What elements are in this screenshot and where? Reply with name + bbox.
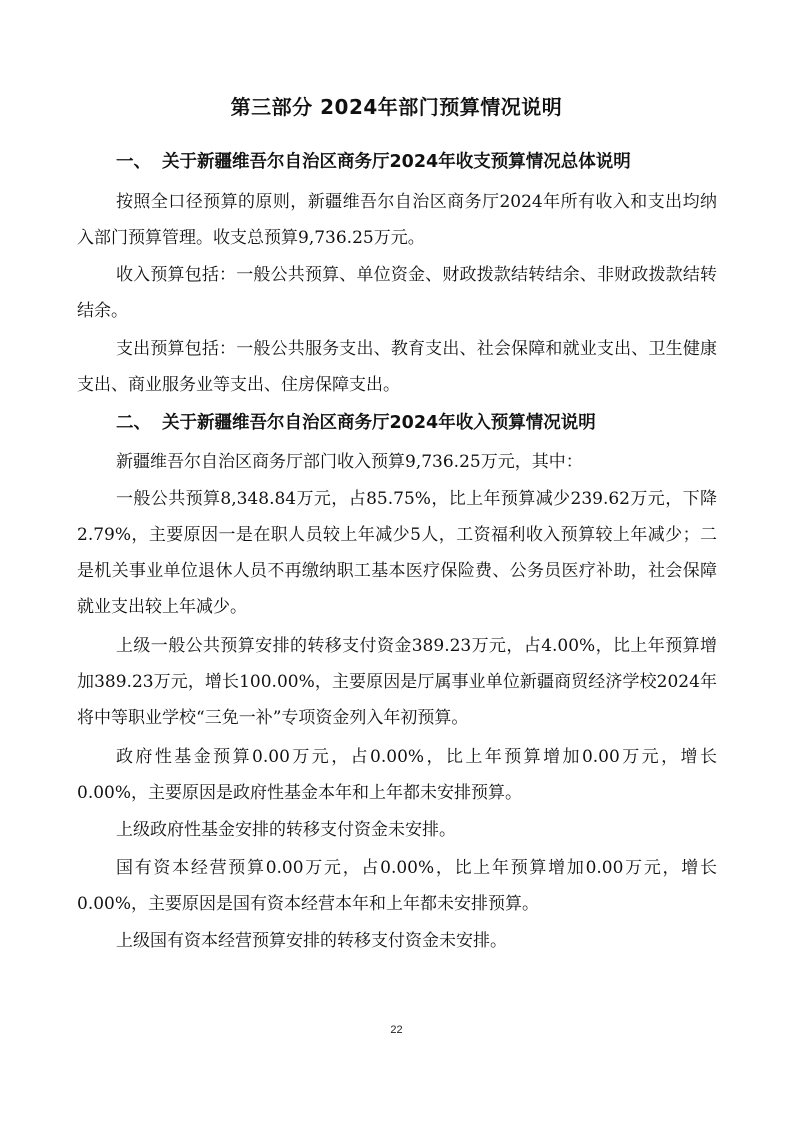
- paragraph-1-3: 支出预算包括：一般公共服务支出、教育支出、社会保障和就业支出、卫生健康支出、商业服务业等支出、住房保障支出。: [77, 339, 717, 395]
- section-heading-1: [116, 148, 716, 176]
- section-heading-text-2: 关于新疆维吾尔自治区商务厅2024年收入预算情况说明: [162, 413, 596, 433]
- page-number: 22: [390, 1024, 403, 1036]
- paragraph-2-6: 国有资本经营预算0.00万元，占0.00%，比上年预算增加0.00万元，增长0.00%，主要原因是国有资本经营本年和上年都未安排预算。: [77, 858, 717, 914]
- paragraph-2-2: 一般公共预算8,348.84万元，占85.75%，比上年预算减少239.62万元，下降2.79%，主要原因一是在职人员较上年减少5人，工资福利收入预算较上年减少；二是机关事业单位退休人员不再缴纳职工基本医疗保险费、公务员医疗补助，社会保障就业支出较上年减少。: [77, 489, 717, 617]
- paragraph-2-5: 上级政府性基金安排的转移支付资金未安排。: [116, 820, 456, 840]
- paragraph-1-2: 收入预算包括：一般公共预算、单位资金、财政拨款结转结余、非财政拨款结转结余。: [77, 265, 717, 321]
- paragraph-2-1: 新疆维吾尔自治区商务厅部门收入预算9,736.25万元，其中：: [116, 452, 583, 472]
- paragraph-2-7: 上级国有资本经营预算安排的转移支付资金未安排。: [116, 931, 507, 951]
- page-title: 第三部分 2024年部门预算情况说明: [230, 95, 563, 119]
- paragraph-1-1: 按照全口径预算的原则，新疆维吾尔自治区商务厅2024年所有收入和支出均纳入部门预算管理。收支总预算9,736.25万元。: [77, 192, 717, 248]
- section-number-2: 二、: [116, 413, 151, 433]
- section-heading-2: [116, 409, 716, 437]
- section-number-1: 一、: [116, 152, 151, 172]
- paragraph-2-3: 上级一般公共预算安排的转移支付资金389.23万元，占4.00%，比上年预算增加389.23万元，增长100.00%，主要原因是厅属事业单位新疆商贸经济学校2024年将中等职业学校“三免一补”专项资金列入年初预算。: [77, 636, 717, 728]
- paragraph-2-4: 政府性基金预算0.00万元，占0.00%，比上年预算增加0.00万元，增长0.00%，主要原因是政府性基金本年和上年都未安排预算。: [77, 747, 717, 803]
- section-heading-text-1: 关于新疆维吾尔自治区商务厅2024年收支预算情况总体说明: [162, 152, 631, 172]
